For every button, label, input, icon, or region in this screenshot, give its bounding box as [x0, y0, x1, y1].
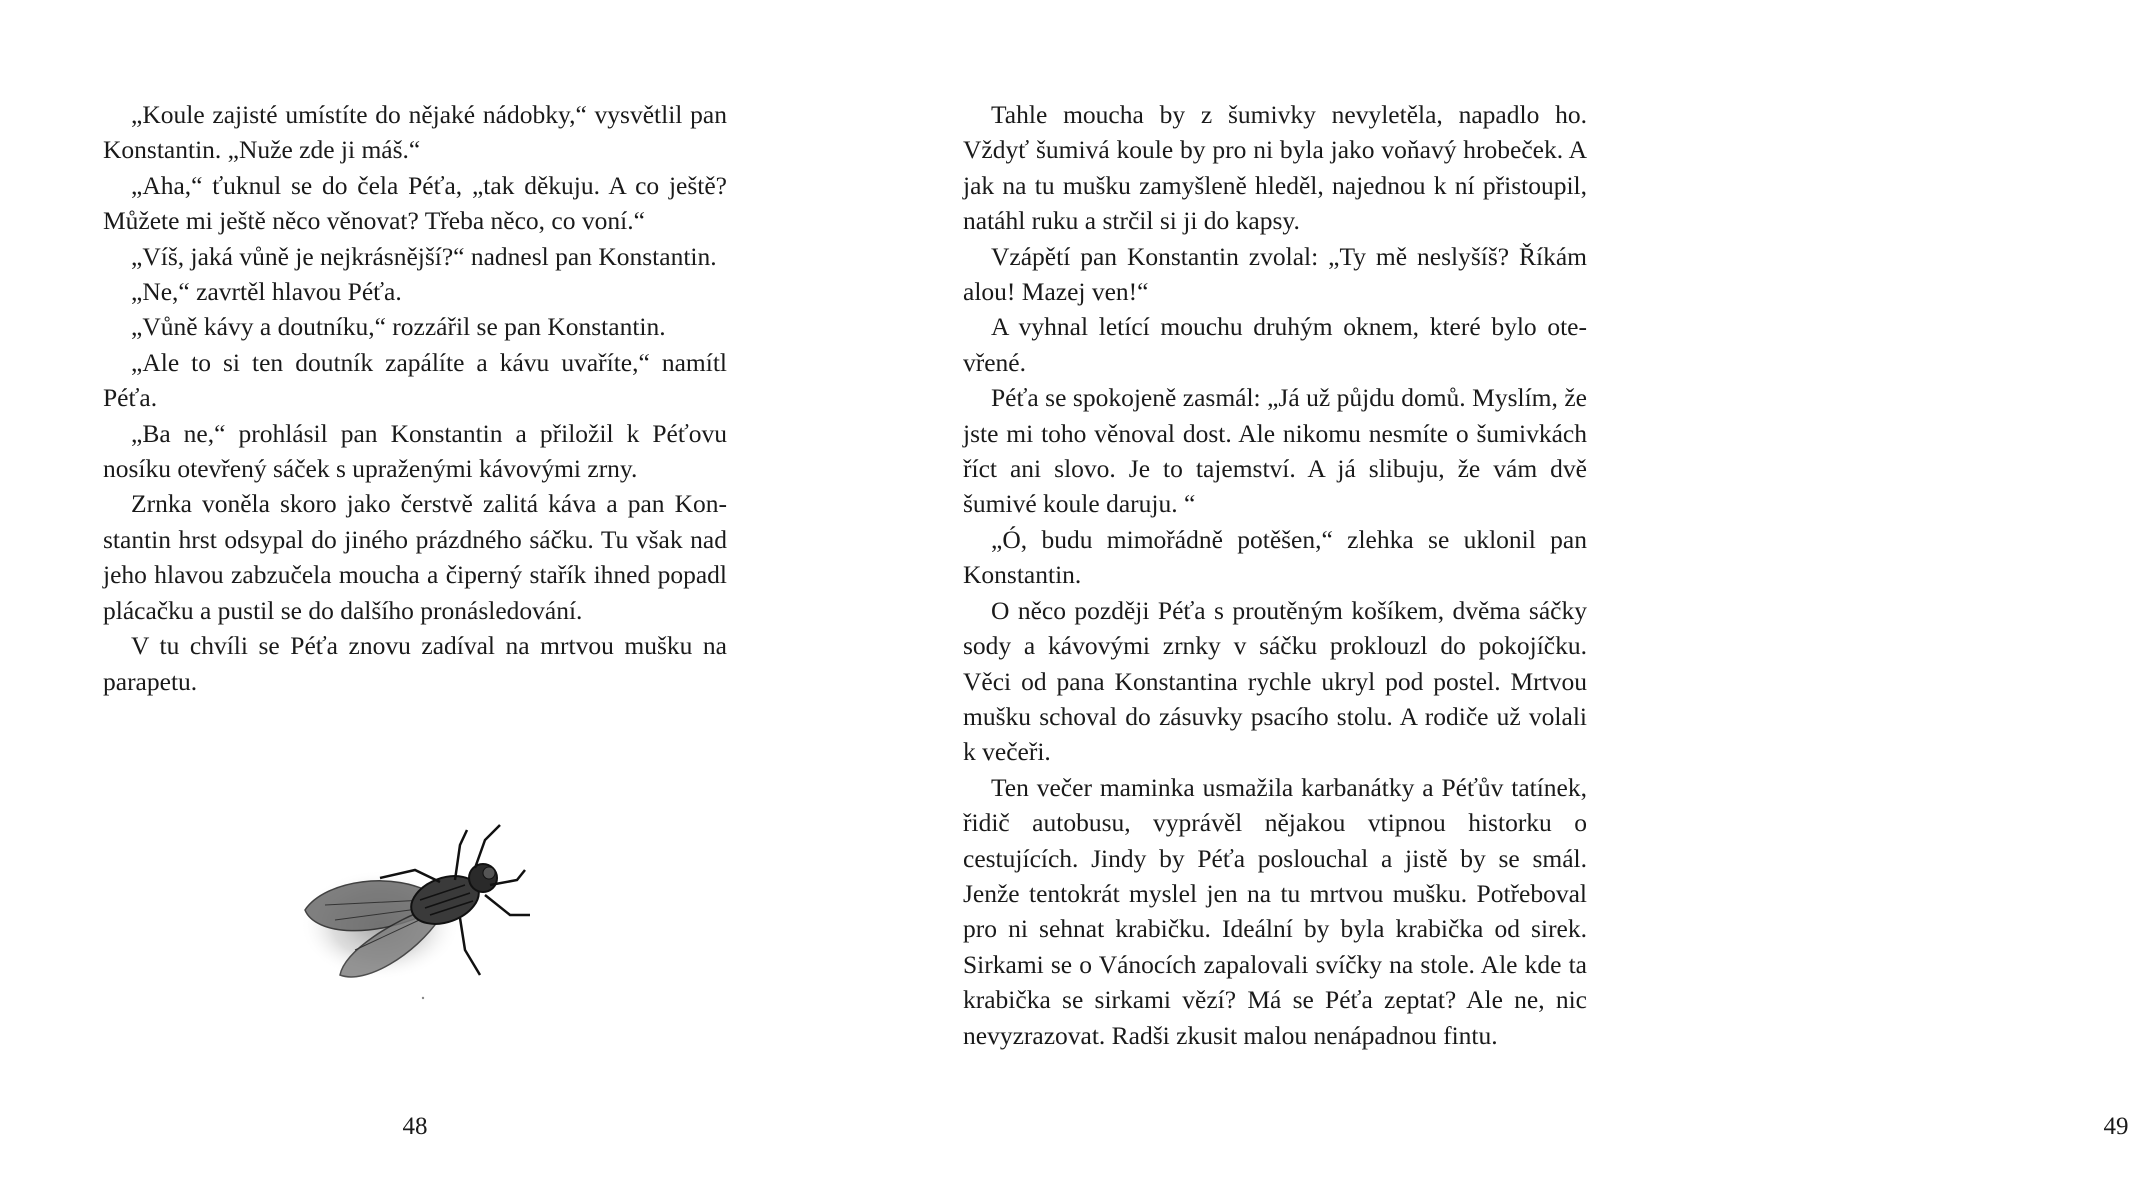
right-page-text	[963, 97, 1587, 1053]
paragraph: „Aha,“ ťuknul se do čela Péťa, „tak děkuju. A co ještě? Můžete mi ještě něco věnovat? Třeba něco, co voní.“	[103, 170, 727, 236]
paragraph: „Ba ne,“ prohlásil pan Konstantin a přiložil k Péťovu nosíku otevřený sáček s upraženými kávovými zrny.	[103, 418, 727, 484]
paragraph: V tu chvíli se Péťa znovu zadíval na mrtvou mušku na parapetu.	[103, 631, 727, 696]
paragraph: O něco později Péťa s proutěným košíkem, dvěma sáčky sody a kávovými zrnky v sáčku proklouzl do pokojíčku. Věci od pana Konstantina rychle ukryl pod postel. Mrtvou mušku schoval do zásuvky psacího stolu. A rodiče už volali k večeři.	[963, 595, 1587, 767]
page-number-left: 48	[402, 1113, 428, 1140]
left-page	[0, 0, 841, 1181]
paragraph: Tahle moucha by z šumivky nevyletěla, napadlo ho. Vždyť šumivá koule by pro ni byla jako voňavý hrobeček. A jak na tu mušku zamyšleně hleděl, najednou k ní přistoupil, natáhl ruku a strčil si ji do kapsy.	[963, 100, 1587, 236]
paragraph: „Vůně kávy a doutníku,“ rozzářil se pan Konstantin.	[131, 312, 666, 342]
page-number-right: 49	[2103, 1113, 2129, 1140]
paragraph: „Koule zajisté umístíte do nějaké nádobky,“ vysvětlil pan Konstantin. „Nuže zde ji máš.“	[103, 100, 727, 165]
paragraph: A vyhnal letící mouchu druhým oknem, které bylo otevřené.	[963, 312, 1587, 377]
right-page	[841, 0, 2129, 1181]
paragraph: „Ale to si ten doutník zapálíte a kávu uvaříte,“ namítl Péťa.	[103, 347, 727, 413]
paragraph: Péťa se spokojeně zasmál: „Já už půjdu domů. Myslím, že jste mi toho věnoval dost. Ale nikomu nesmíte o šumivkách říct ani slovo. Je to tajemství. A já slibuju, že vám dvě šumivé koule daruju. “	[963, 383, 1587, 519]
paragraph: Vzápětí pan Konstantin zvolal: „Ty mě neslyšíš? Říkám alou! Mazej ven!“	[963, 241, 1587, 307]
left-page-text	[103, 97, 727, 699]
paragraph: Zrnka voněla skoro jako čerstvě zalitá káva a pan Konstantin hrst odsypal do jiného prázdného sáčku. Tu však nad jeho hlavou zabzučela moucha a čiperný stařík ihned popadl plácačku a pustil se do dalšího pronásledování.	[103, 489, 727, 625]
paragraph: Ten večer maminka usmažila karbanátky a Péťův tatínek, řidič autobusu, vyprávěl nějakou vtipnou historku o cestujících. Jindy by Péťa poslouchal a jistě by se smál. Jenže tentokrát myslel jen na tu mrtvou mušku. Potřeboval pro ni sehnat krabičku. Ideální by byla krabička od sirek. Sirkami se o Vánocích zapalovali svíčky na stole. Ale kde ta krabička se sirkami vězí? Má se Péťa zeptat? Ale ne, nic nevyzrazovat. Radši zkusit malou nenápadnou fintu.	[963, 772, 1587, 1050]
fly-illustration-icon	[285, 800, 545, 1010]
paragraph: „Ne,“ zavrtěl hlavou Péťa.	[131, 277, 402, 307]
paragraph: „Víš, jaká vůně je nejkrásnější?“ nadnesl pan Konstantin.	[131, 241, 717, 271]
paragraph: „Ó, budu mimořádně potěšen,“ zlehka se uklonil pan Konstantin.	[963, 524, 1587, 590]
